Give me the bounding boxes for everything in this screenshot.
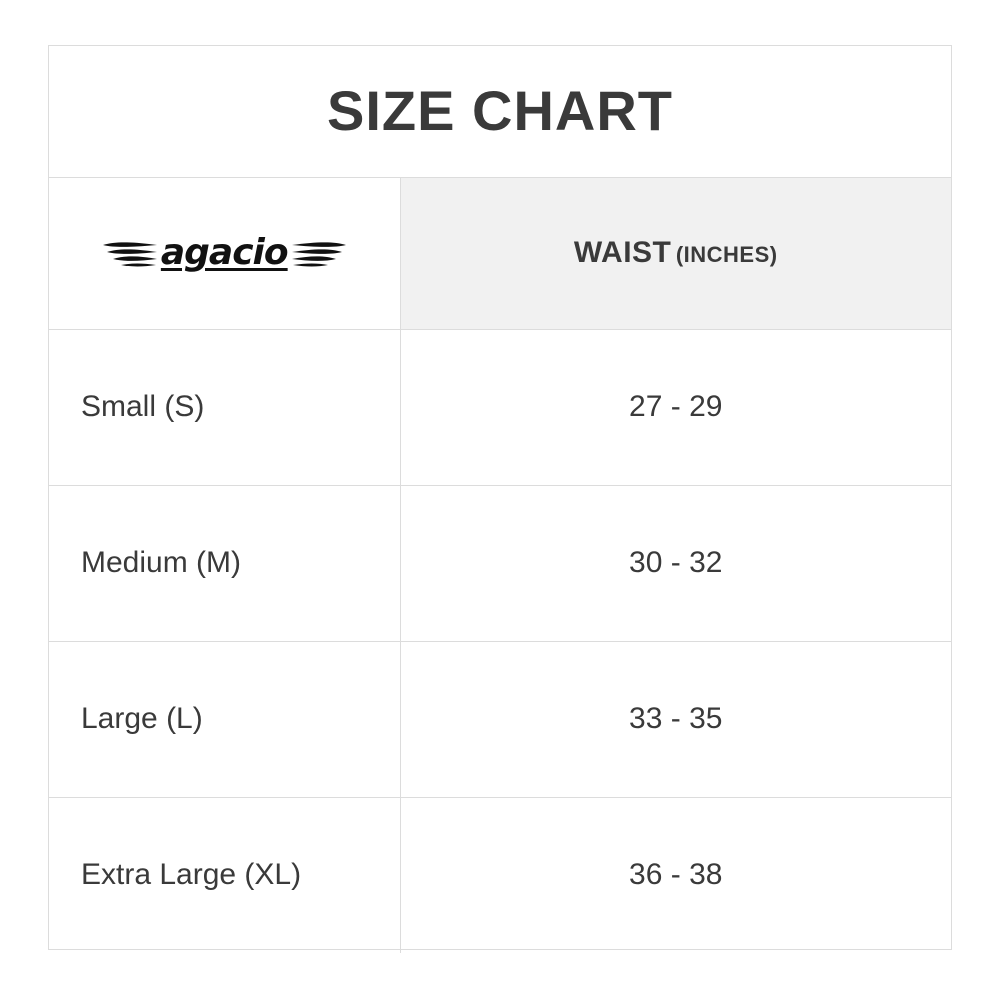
table-row [49,797,951,953]
brand-logo-cell [49,177,400,329]
size-chart-container [48,45,952,950]
brand-logo [101,229,348,277]
title-cell [49,46,951,177]
column-header-waist-label: WAIST [573,236,672,269]
size-label-extra-large: Extra Large (XL) [49,797,400,953]
table-row [49,641,951,797]
waist-value-small: 27 - 29 [400,329,951,485]
size-label-medium: Medium (M) [49,485,400,641]
waist-value-extra-large: 36 - 38 [400,797,951,953]
wing-icon [290,236,348,270]
waist-value-large: 33 - 35 [400,641,951,797]
column-header-waist [400,177,951,329]
table-row [49,485,951,641]
brand-name: agacio [160,232,288,273]
size-chart-table [49,46,951,953]
column-header-waist-unit: (INCHES) [675,242,778,267]
title-row [49,46,951,177]
waist-value-medium: 30 - 32 [400,485,951,641]
size-label-large: Large (L) [49,641,400,797]
size-label-small: Small (S) [49,329,400,485]
table-row [49,329,951,485]
wing-icon [101,236,159,270]
page-title: SIZE CHART [327,78,673,142]
table-header-row [49,177,951,329]
